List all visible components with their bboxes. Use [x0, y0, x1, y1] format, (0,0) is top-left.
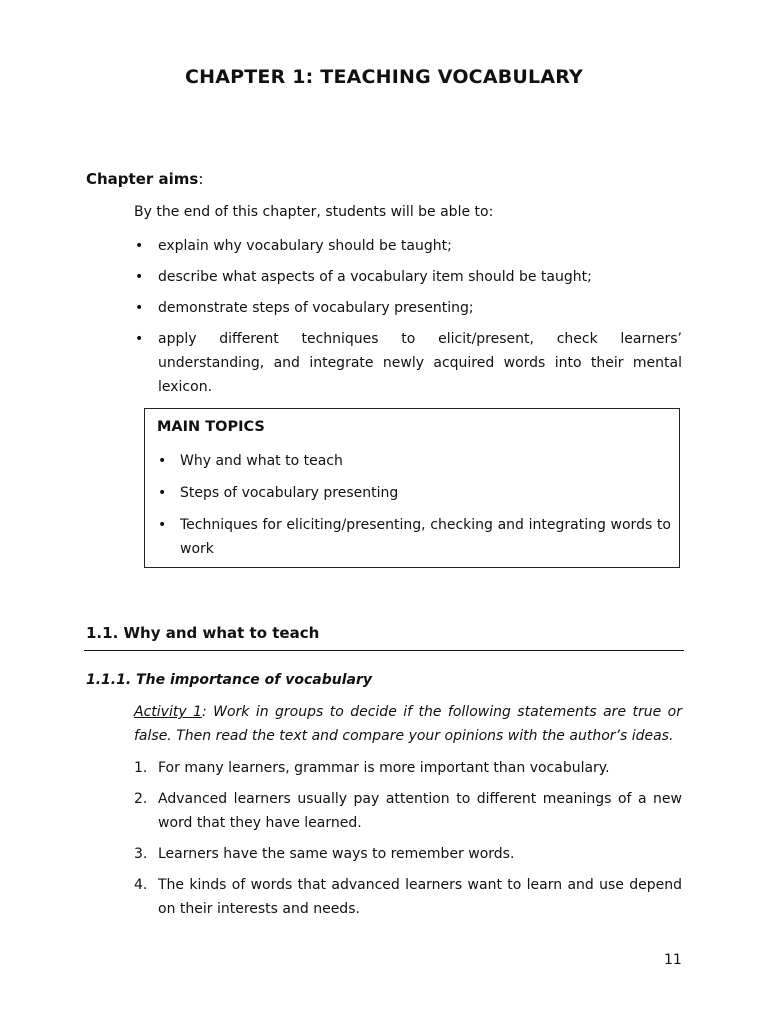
statement-text: The kinds of words that advanced learners want to learn and use depend on their interests and needs. — [158, 877, 682, 917]
statements-list — [134, 756, 682, 928]
subsection-heading: 1.1.1. The importance of vocabulary — [86, 672, 372, 688]
main-topics-item: • Steps of vocabulary presenting — [157, 481, 671, 505]
aims-list-item: • explain why vocabulary should be taught; — [134, 234, 682, 258]
main-topics-title: MAIN TOPICS — [157, 419, 265, 435]
section-heading: 1.1. Why and what to teach — [86, 624, 320, 642]
statement-text: Learners have the same ways to remember words. — [158, 846, 515, 862]
activity-label: Activity 1 — [134, 704, 202, 720]
statement-item — [134, 787, 682, 835]
activity-instructions — [134, 700, 682, 748]
activity-text: : Work in groups to decide if the following statements are true or false. Then read the text and compare your opinions with the author’s ideas. — [134, 704, 682, 744]
statement-text: Advanced learners usually pay attention to different meanings of a new word that they have learned. — [158, 791, 682, 831]
page-number: 11 — [664, 952, 682, 968]
aims-intro: By the end of this chapter, students will be able to: — [134, 204, 494, 220]
main-topics-list — [157, 449, 671, 569]
aims-list-item: • demonstrate steps of vocabulary presenting; — [134, 296, 682, 320]
chapter-aims-label: Chapter aims — [86, 170, 199, 188]
statement-item — [134, 873, 682, 921]
main-topics-item: • Why and what to teach — [157, 449, 671, 473]
chapter-aims-heading — [86, 170, 203, 188]
aims-list-item: • apply different techniques to elicit/present, check learners’ understanding, and integrate newly acquired words into their mental lexicon. — [134, 327, 682, 399]
chapter-title: CHAPTER 1: TEACHING VOCABULARY — [184, 66, 583, 88]
statement-item — [134, 756, 682, 780]
aims-list-item: • describe what aspects of a vocabulary item should be taught; — [134, 265, 682, 289]
section-divider — [84, 650, 684, 651]
statement-item — [134, 842, 682, 866]
statement-number: 2. — [134, 791, 148, 807]
statement-number: 3. — [134, 846, 148, 862]
statement-number: 1. — [134, 760, 148, 776]
chapter-aims-colon: : — [198, 170, 204, 188]
main-topics-box — [144, 408, 680, 568]
statement-text: For many learners, grammar is more important than vocabulary. — [158, 760, 610, 776]
statement-number: 4. — [134, 877, 148, 893]
aims-list — [134, 234, 682, 406]
main-topics-item: • Techniques for eliciting/presenting, checking and integrating words to work — [157, 513, 671, 561]
